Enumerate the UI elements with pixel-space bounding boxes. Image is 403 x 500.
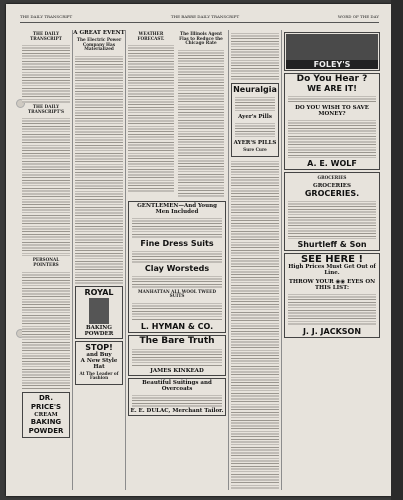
- ad-line: WE ARE IT!: [307, 84, 357, 93]
- col1-section2: PERSONAL POINTERS: [32, 257, 60, 267]
- ad-line: Neuralgia: [233, 85, 277, 94]
- ad-line: BAKING: [30, 417, 62, 426]
- newspaper-page: [6, 4, 391, 496]
- ad-line: A New Style Hat: [80, 357, 118, 370]
- text-block: [178, 48, 224, 198]
- ad-line: Shurtleff & Son: [297, 239, 367, 249]
- ad-line: ROYAL: [84, 287, 114, 297]
- col2-h1: A GREAT EVENT: [73, 30, 125, 36]
- col3-h2: The Illinois Agent Flas to Reduce the Chicago Rate: [179, 31, 223, 46]
- see-here-ad: [284, 253, 380, 338]
- text-block: [132, 393, 222, 407]
- ad-line: High Prices Must Get Out of Line.: [288, 263, 376, 276]
- ad-line: JAMES KINKEAD: [150, 367, 204, 374]
- col1-title: THE DAILY TRANSCRIPT: [30, 31, 62, 41]
- ad-line: POWDER: [84, 330, 114, 337]
- ad-line: DO YOU WISH TO SAVE MONEY?: [295, 105, 369, 117]
- column-4: [229, 30, 282, 490]
- ad-line: THROW YOUR: [288, 278, 334, 285]
- ad-line: STOP!: [85, 342, 113, 352]
- text-block: [132, 216, 222, 238]
- text-block: [288, 94, 376, 104]
- col1-section: THE DAILY TRANSCRIPT'S: [27, 104, 65, 114]
- text-block: [22, 43, 70, 103]
- ad-line: EYES ON THIS LIST:: [314, 278, 376, 291]
- foleys-ad: [284, 32, 380, 71]
- wolf-grocery-ad: [284, 73, 380, 170]
- ad-line: Sure Cure: [243, 147, 267, 152]
- ad-line: DR. PRICE'S: [30, 393, 62, 411]
- text-block: [22, 116, 70, 256]
- ad-line: J. J. JACKSON: [302, 326, 362, 336]
- ad-line: BAKING: [86, 324, 112, 331]
- price-baking-powder-ad: [22, 392, 70, 438]
- ad-line: GROCERIES: [317, 175, 347, 180]
- text-block: [22, 270, 70, 390]
- ad-line: Clay Worsteds: [144, 263, 210, 273]
- text-block: [288, 292, 376, 326]
- ayers-pills-ad: [231, 83, 279, 157]
- column-1: [20, 30, 73, 490]
- column-3: [126, 30, 229, 490]
- text-block: [132, 249, 222, 263]
- can-image: [89, 298, 109, 324]
- masthead: [20, 14, 379, 23]
- eye-icon: ◉◉: [335, 278, 346, 285]
- masthead-center: THE BARRE DAILY TRANSCRIPT: [170, 14, 240, 19]
- ad-line: FOLEY'S: [286, 60, 378, 69]
- ad-line: Beautiful Suitings and Overcoats: [142, 379, 212, 392]
- text-block: [75, 54, 123, 284]
- col3-h1: WEATHER FORECAST.: [137, 31, 165, 41]
- column-2: [73, 30, 126, 490]
- text-block: [288, 199, 376, 239]
- hyman-clothing-ad: [128, 201, 226, 333]
- ad-line: CREAM: [34, 411, 58, 418]
- column-5: [282, 30, 382, 490]
- ad-line: AYER'S PILLS: [233, 140, 277, 146]
- scanner-edge: [391, 0, 403, 500]
- dulac-tailor-ad: [128, 378, 226, 416]
- text-block: [231, 31, 279, 81]
- ad-line: GROCERIES.: [304, 188, 360, 198]
- foleys-illustration: [286, 34, 378, 60]
- masthead-left: THE DAILY TRANSCRIPT: [20, 14, 73, 19]
- royal-baking-powder-ad: [75, 286, 123, 339]
- ad-line: At The Leader of Fashion: [79, 370, 119, 381]
- ad-line: Fine Dress Suits: [140, 238, 214, 248]
- ad-line: SEE HERE !: [300, 253, 364, 265]
- masthead-right: WORD OF THE DAY: [337, 14, 379, 19]
- hat-ad: [75, 341, 123, 385]
- text-block: [132, 274, 222, 288]
- ad-line: L. HYMAN & CO.: [140, 321, 214, 331]
- ad-line: GROCERIES: [313, 182, 351, 189]
- text-block: [235, 121, 275, 139]
- ad-line: The Bare Truth: [139, 335, 215, 346]
- text-block: [231, 159, 279, 489]
- ad-line: MANHATTAN ALL WOOL TWEED SUITS: [138, 288, 216, 299]
- ad-line: Do You Hear ?: [296, 74, 368, 84]
- text-block: [288, 118, 376, 158]
- ad-line: and Buy: [86, 351, 112, 358]
- groceries-ad: [284, 172, 380, 251]
- kinkead-ad: [128, 335, 226, 376]
- text-block: [235, 95, 275, 113]
- ad-line: GENTLEMEN—And Young Men Included: [137, 202, 217, 215]
- text-block: [132, 347, 222, 367]
- ad-line: Ayer's Pills: [238, 114, 272, 120]
- ad-line: E. E. DULAC, Merchant Tailor.: [130, 407, 224, 414]
- text-block: [128, 43, 174, 193]
- text-block: [132, 301, 222, 321]
- ad-line: POWDER: [28, 426, 64, 435]
- col2-h2: The Electric Power Company Has Materialized: [76, 37, 122, 52]
- ad-line: A. E. WOLF: [307, 159, 357, 168]
